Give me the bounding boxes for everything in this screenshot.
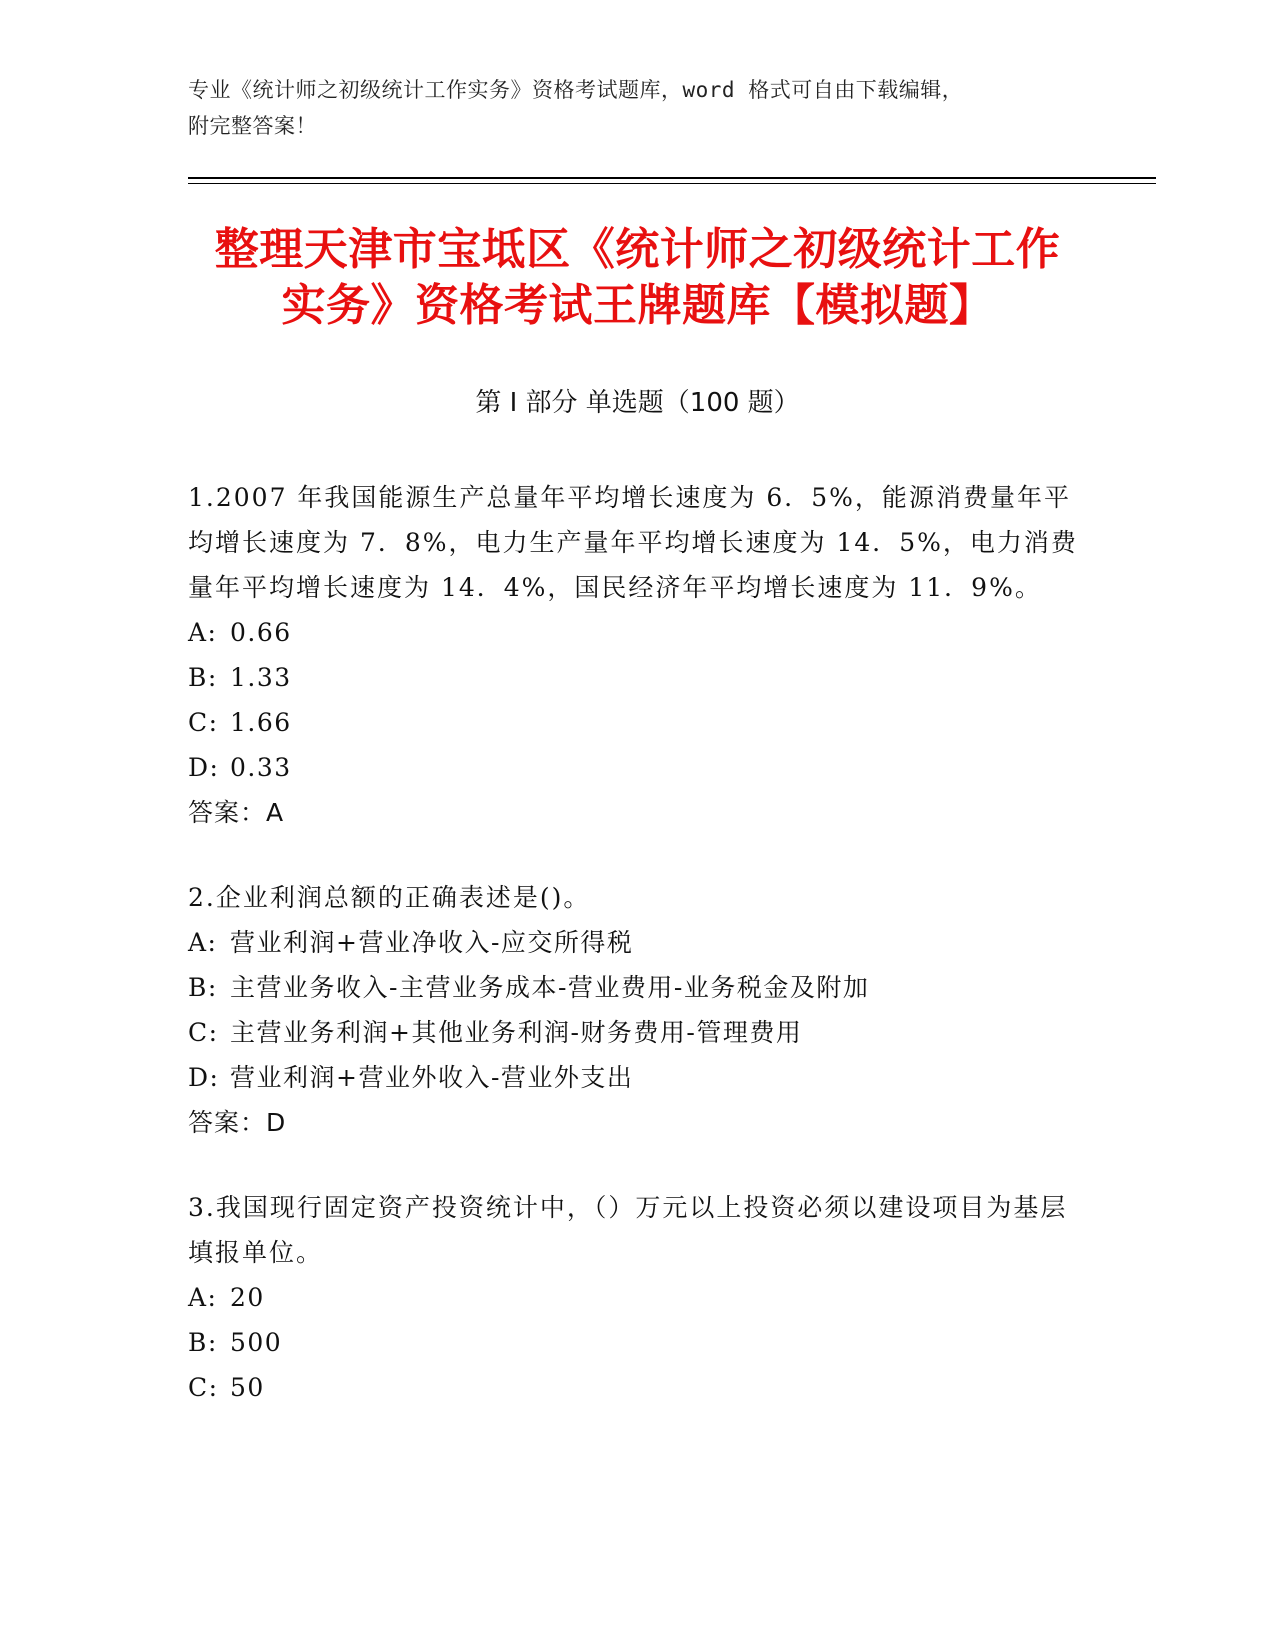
header-divider-thick	[188, 177, 1156, 179]
answer-option	[188, 655, 1078, 700]
header-note-line-1: 专业《统计师之初级统计工作实务》资格考试题库，word 格式可自由下载编辑，	[188, 78, 964, 102]
option-text: 50	[230, 1373, 265, 1402]
header-divider-thin	[188, 183, 1156, 184]
question-block	[188, 1185, 1078, 1410]
option-text: 营业利润+营业净收入-应交所得税	[230, 928, 634, 957]
option-text: 主营业务利润+其他业务利润-财务费用-管理费用	[230, 1018, 803, 1047]
option-list	[188, 1275, 1078, 1410]
answer-option	[188, 610, 1078, 655]
option-text: 20	[230, 1283, 265, 1312]
option-label: B:	[188, 973, 218, 1002]
answer-option	[188, 745, 1078, 790]
option-label: C:	[188, 708, 219, 737]
header-note	[188, 72, 1088, 144]
answer-option	[188, 1275, 1078, 1320]
answer-option	[188, 1365, 1078, 1410]
option-label: D:	[188, 1063, 220, 1092]
option-text: 0.66	[230, 618, 292, 647]
answer-option	[188, 920, 1078, 965]
option-label: A:	[188, 928, 218, 957]
option-text: 1.66	[230, 708, 292, 737]
option-text: 0.33	[230, 753, 292, 782]
header-note-line-2: 附完整答案！	[188, 114, 317, 138]
question-list	[188, 475, 1078, 1450]
option-label: B:	[188, 663, 218, 692]
answer-option	[188, 1320, 1078, 1365]
document-title-line-2: 实务》资格考试王牌题库【模拟题】	[281, 280, 994, 331]
question-block	[188, 475, 1078, 835]
question-text: 1.2007 年我国能源生产总量年平均增长速度为 6．5%，能源消费量年平均增长速度为 7．8%，电力生产量年平均增长速度为 14．5%，电力消费量年平均增长速度为 14．4%，国民经济年平均增长速度为 11．9%。	[188, 483, 1078, 602]
option-label: A:	[188, 618, 218, 647]
option-label: B:	[188, 1328, 218, 1357]
document-title-line-1: 整理天津市宝坻区《统计师之初级统计工作	[214, 224, 1061, 275]
option-text: 500	[230, 1328, 283, 1357]
option-list	[188, 610, 1078, 790]
answer-option	[188, 1055, 1078, 1100]
section-title: 第 I 部分 单选题（100 题）	[475, 388, 800, 418]
question-text: 3.我国现行固定资产投资统计中，（）万元以上投资必须以建设项目为基层填报单位。	[188, 1193, 1068, 1267]
option-label: A:	[188, 1283, 218, 1312]
option-label: C:	[188, 1373, 219, 1402]
answer-option	[188, 965, 1078, 1010]
option-text: 主营业务收入-主营业务成本-营业费用-业务税金及附加	[230, 973, 870, 1002]
question-text: 2.企业利润总额的正确表述是()。	[188, 883, 591, 912]
option-label: C:	[188, 1018, 219, 1047]
answer-option	[188, 700, 1078, 745]
option-label: D:	[188, 753, 220, 782]
answer-option	[188, 1010, 1078, 1055]
option-text: 营业利润+营业外收入-营业外支出	[230, 1063, 634, 1092]
option-text: 1.33	[230, 663, 292, 692]
document-title	[150, 222, 1125, 334]
answer-key: 答案：D	[188, 1108, 287, 1137]
option-list	[188, 920, 1078, 1100]
answer-key: 答案：A	[188, 798, 285, 827]
question-block	[188, 875, 1078, 1145]
